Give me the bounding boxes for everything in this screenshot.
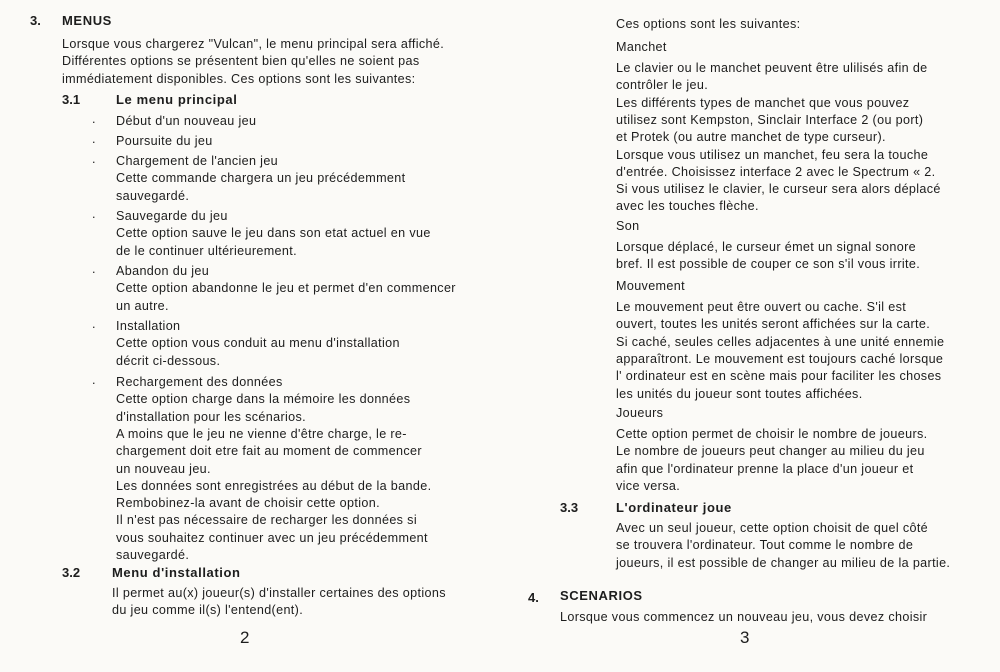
- list-item-line: Cette option abandonne le jeu et permet d'en commencer: [116, 281, 456, 296]
- section-heading: MENUS: [62, 13, 112, 28]
- page-number: 2: [240, 628, 250, 647]
- list-item-title: Début d'un nouveau jeu: [116, 114, 257, 128]
- list-item-line: chargement doit etre fait au moment de commencer: [116, 444, 422, 459]
- list-bullet: .: [92, 207, 96, 221]
- list-item-line: A moins que le jeu ne vienne d'être charge, le re-: [116, 426, 407, 441]
- option-line: apparaîtront. Le mouvement est toujours caché lorsque: [616, 351, 944, 366]
- subsection-number: 3.3: [560, 500, 579, 515]
- list-item-line: Les données sont enregistrées au début de la bande.: [116, 478, 432, 493]
- list-item-line: Rembobinez-la avant de choisir cette option.: [116, 496, 380, 511]
- list-item-line: sauvegardé.: [116, 188, 190, 203]
- list-item-title: Rechargement des données: [116, 375, 283, 389]
- option-title: Joueurs: [616, 406, 664, 420]
- option-line: vice versa.: [616, 478, 681, 493]
- option-title: Manchet: [616, 40, 667, 54]
- list-item-line: Cette option vous conduit au menu d'installation: [116, 336, 400, 351]
- option-line: avec les touches flèche.: [616, 199, 759, 214]
- list-item-line: de le continuer ultérieurement.: [116, 243, 297, 258]
- paragraph-line: Différentes options se présentent bien qu'elles ne soient pas: [62, 54, 420, 69]
- option-line: Les différents types de manchet que vous pouvez: [616, 95, 910, 110]
- list-item-line: décrit ci-dessous.: [116, 353, 221, 368]
- list-item-line: Cette option sauve le jeu dans son etat actuel en vue: [116, 226, 431, 241]
- option-line: d'entrée. Choisissez interface 2 avec le Spectrum « 2.: [616, 164, 936, 179]
- subsection-number: 3.2: [62, 565, 81, 580]
- subsection-number: 3.1: [62, 92, 81, 107]
- list-item-line: d'installation pour les scénarios.: [116, 409, 307, 424]
- option-line: contrôler le jeu.: [616, 78, 709, 93]
- list-item-line: Cette commande chargera un jeu précédemment: [116, 171, 406, 186]
- list-item-title: Abandon du jeu: [116, 264, 210, 278]
- option-title: Mouvement: [616, 279, 685, 293]
- option-line: bref. Il est possible de couper ce son s'il vous irrite.: [616, 257, 921, 272]
- list-item-line: un autre.: [116, 298, 169, 313]
- list-item-title: Installation: [116, 319, 181, 333]
- list-item-line: vous souhaitez continuer avec un jeu précédemment: [116, 530, 428, 545]
- list-bullet: .: [92, 152, 96, 166]
- option-line: utilisez sont Kempston, Sinclair Interface 2 (ou port): [616, 112, 924, 127]
- option-line: Le nombre de joueurs peut changer au milieu du jeu: [616, 444, 925, 459]
- list-item-title: Sauvegarde du jeu: [116, 209, 228, 223]
- paragraph-line: du jeu comme il(s) l'entend(ent).: [112, 603, 304, 618]
- option-line: afin que l'ordinateur prenne la place d'un joueur et: [616, 461, 914, 476]
- paragraph-line: joueurs, il est possible de changer au milieu de la partie.: [616, 555, 951, 570]
- option-line: Si caché, seules celles adjacentes à une unité ennemie: [616, 334, 945, 349]
- list-bullet: .: [92, 262, 96, 276]
- paragraph-line: Avec un seul joueur, cette option choisit de quel côté: [616, 521, 929, 535]
- section-number: 4.: [528, 590, 539, 605]
- list-bullet: .: [92, 112, 96, 126]
- section-heading: SCENARIOS: [560, 588, 643, 603]
- subsection-heading: Le menu principal: [116, 92, 238, 107]
- list-item-title: Poursuite du jeu: [116, 134, 213, 148]
- list-bullet: .: [92, 317, 96, 331]
- option-line: l' ordinateur est en scène mais pour faciliter les choses: [616, 369, 942, 384]
- paragraph-line: Lorsque vous commencez un nouveau jeu, vous devez choisir: [560, 610, 928, 624]
- option-line: les unités du joueur sont toutes affichées.: [616, 386, 863, 401]
- paragraph-line: Il permet au(x) joueur(s) d'installer certaines des options: [112, 586, 446, 600]
- subsection-heading: L'ordinateur joue: [616, 500, 732, 515]
- list-bullet: .: [92, 132, 96, 146]
- option-line: Cette option permet de choisir le nombre de joueurs.: [616, 427, 928, 441]
- option-line: ouvert, toutes les unités seront affichées sur la carte.: [616, 317, 931, 332]
- option-line: Le clavier ou le manchet peuvent être ulilisés afin de: [616, 61, 928, 75]
- list-item-line: sauvegardé.: [116, 548, 190, 562]
- option-line: Lorsque vous utilisez un manchet, feu sera la touche: [616, 147, 929, 162]
- subsection-heading: Menu d'installation: [112, 565, 241, 580]
- list-item-line: Cette option charge dans la mémoire les données: [116, 392, 411, 407]
- option-line: et Protek (ou autre manchet de type curseur).: [616, 130, 886, 145]
- option-line: Si vous utilisez le clavier, le curseur sera alors déplacé: [616, 182, 941, 197]
- paragraph-line: Lorsque vous chargerez "Vulcan", le menu principal sera affiché.: [62, 37, 445, 51]
- section-number: 3.: [30, 13, 41, 28]
- list-item-title: Chargement de l'ancien jeu: [116, 154, 279, 168]
- paragraph-line: immédiatement disponibles. Ces options sont les suivantes:: [62, 71, 416, 86]
- right-page: [500, 0, 1000, 672]
- list-bullet: .: [92, 373, 96, 387]
- option-title: Son: [616, 219, 640, 233]
- option-line: Lorsque déplacé, le curseur émet un signal sonore: [616, 240, 916, 254]
- option-line: Le mouvement peut être ouvert ou cache. S'il est: [616, 300, 907, 314]
- paragraph-line: se trouvera l'ordinateur. Tout comme le nombre de: [616, 538, 914, 553]
- paragraph-line: Ces options sont les suivantes:: [616, 17, 801, 31]
- list-item-line: Il n'est pas nécessaire de recharger les données si: [116, 513, 417, 528]
- list-item-line: un nouveau jeu.: [116, 461, 211, 476]
- page-number: 3: [740, 628, 750, 647]
